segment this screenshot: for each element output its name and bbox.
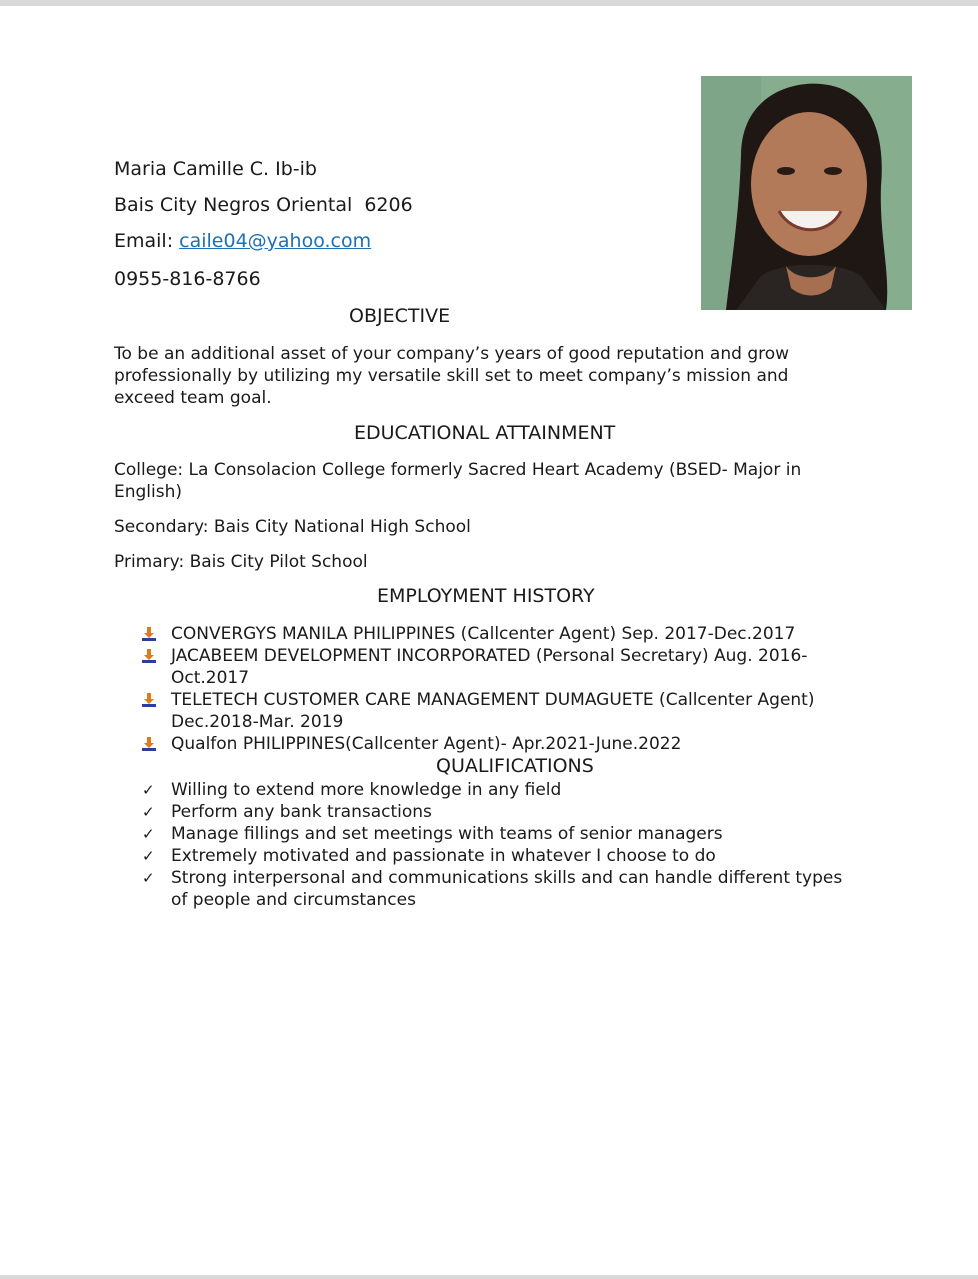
qualification-item-text: Perform any bank transactions <box>171 802 432 822</box>
qualification-item <box>114 801 844 823</box>
qualification-item <box>114 823 844 845</box>
employment-item <box>114 733 844 755</box>
qualification-item-text: Willing to extend more knowledge in any field <box>171 780 562 800</box>
address: Bais City Negros Oriental 6206 <box>114 194 413 216</box>
arrow-down-bullet-icon <box>142 649 156 663</box>
employment-item <box>114 623 844 645</box>
qualification-item <box>114 779 844 801</box>
qualifications-list <box>114 779 844 911</box>
email-link[interactable]: caile04@yahoo.com <box>179 230 372 252</box>
employment-item-text: JACABEEM DEVELOPMENT INCORPORATED (Personal Secretary) Aug. 2016-Oct.2017 <box>171 646 808 688</box>
candidate-name: Maria Camille C. Ib-ib <box>114 158 317 180</box>
arrow-down-bullet-icon <box>142 627 156 641</box>
employment-item-text: CONVERGYS MANILA PHILIPPINES (Callcenter Agent) Sep. 2017-Dec.2017 <box>171 624 796 644</box>
education-college: College: La Consolacion College formerly Sacred Heart Academy (BSED- Major in English) <box>114 460 802 502</box>
education-secondary: Secondary: Bais City National High School <box>114 517 471 537</box>
checkmark-icon: ✓ <box>142 869 155 887</box>
page-top-border <box>0 0 978 6</box>
education-heading: EDUCATIONAL ATTAINMENT <box>354 422 616 444</box>
qualification-item <box>114 845 844 867</box>
arrow-down-bullet-icon <box>142 737 156 751</box>
employment-list <box>114 623 844 755</box>
arrow-down-bullet-icon <box>142 693 156 707</box>
qualifications-heading: QUALIFICATIONS <box>436 755 594 777</box>
qualification-item-text: Strong interpersonal and communications skills and can handle different types of people and circumstances <box>171 868 843 910</box>
qualification-item-text: Extremely motivated and passionate in whatever I choose to do <box>171 846 716 866</box>
checkmark-icon: ✓ <box>142 781 155 799</box>
email-line <box>114 230 371 252</box>
email-label: Email: <box>114 230 180 252</box>
checkmark-icon: ✓ <box>142 803 155 821</box>
checkmark-icon: ✓ <box>142 847 155 865</box>
employment-item-text: TELETECH CUSTOMER CARE MANAGEMENT DUMAGUETE (Callcenter Agent) Dec.2018-Mar. 2019 <box>171 690 815 732</box>
profile-photo <box>701 76 912 310</box>
page-bottom-border <box>0 1275 978 1279</box>
qualification-item <box>114 867 844 911</box>
employment-item-text: Qualfon PHILIPPINES(Callcenter Agent)- Apr.2021-June.2022 <box>171 734 682 754</box>
employment-item <box>114 645 844 689</box>
objective-text: To be an additional asset of your company’s years of good reputation and grow professionally by utilizing my versatile skill set to meet company’s mission and exceed team goal. <box>114 344 790 408</box>
qualification-item-text: Manage fillings and set meetings with teams of senior managers <box>171 824 723 844</box>
employment-item <box>114 689 844 733</box>
employment-heading: EMPLOYMENT HISTORY <box>377 585 595 607</box>
education-primary: Primary: Bais City Pilot School <box>114 552 368 572</box>
phone-number: 0955-816-8766 <box>114 268 261 290</box>
checkmark-icon: ✓ <box>142 825 155 843</box>
objective-heading: OBJECTIVE <box>349 305 451 327</box>
